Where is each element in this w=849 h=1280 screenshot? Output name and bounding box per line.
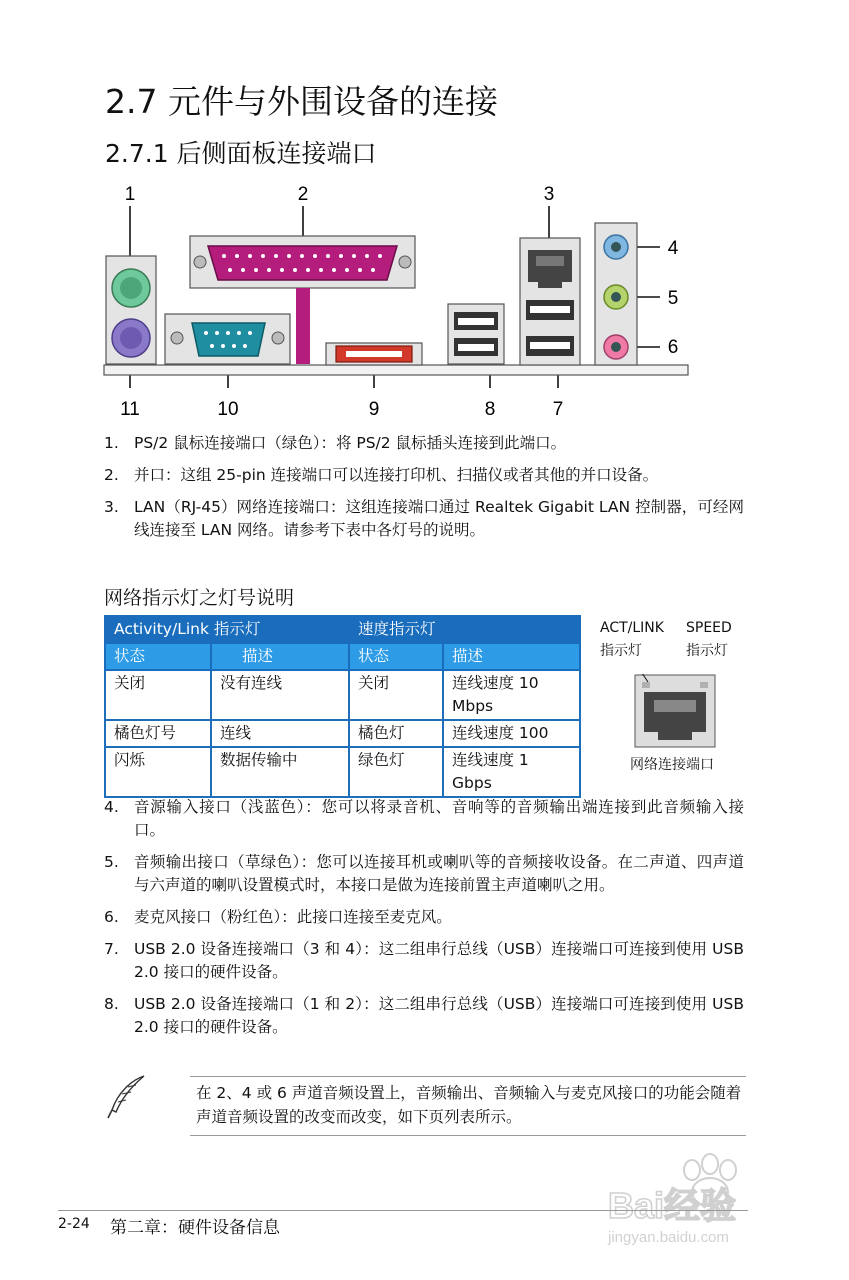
table-row: 关闭 没有连线 关闭 连线速度 10 Mbps: [105, 670, 580, 720]
list-item: 5. 音频输出接口（草绿色）：您可以连接耳机或喇叭等的音频接收设备。在二声道、四声道与六声道的喇叭设置模式时，本接口是做为连接前置主声道喇叭之用。: [104, 853, 744, 894]
chapter-title: 第二章：硬件设备信息: [110, 1218, 280, 1238]
baidu-watermark: [600, 1150, 810, 1250]
label-5: 5: [667, 288, 679, 309]
com-port: [165, 314, 290, 364]
list-item: 2. 并口：这组 25-pin 连接端口可以连接打印机、扫描仪或者其他的并口设备。: [104, 466, 659, 484]
lan-port-caption: 网络连接端口: [630, 757, 714, 773]
group-header-speed: 速度指示灯: [349, 616, 580, 643]
speed-label: SPEED: [686, 620, 732, 636]
list-item: 7. USB 2.0 设备连接端口（3 和 4）：这二组串行总线（USB）连接端口可连接到使用 USB 2.0 接口的硬件设备。: [104, 940, 744, 981]
rj45-port-icon: [634, 674, 716, 748]
usb-ports-1-2: [448, 304, 504, 364]
port-list-1: [104, 432, 744, 551]
list-item: 8. USB 2.0 设备连接端口（1 和 2）：这二组串行总线（USB）连接端口可连接到使用 USB 2.0 接口的硬件设备。: [104, 995, 744, 1036]
port-list-2: [104, 796, 744, 1048]
esata-port: [326, 343, 422, 365]
page-number: 2-24: [58, 1216, 90, 1232]
col-header: 状态: [105, 643, 211, 670]
list-item: 6. 麦克风接口（粉红色）：此接口连接至麦克风。: [104, 908, 452, 926]
col-header: 描述: [443, 643, 580, 670]
audio-jacks: [595, 223, 637, 365]
feather-pen-icon: [104, 1074, 150, 1120]
label-3: 3: [543, 184, 555, 205]
list-item: 4. 音源输入接口（浅蓝色）：您可以将录音机、音响等的音频输出端连接到此音频输入接口。: [104, 798, 744, 839]
label-2: 2: [297, 184, 309, 205]
label-11: 11: [120, 399, 140, 420]
table-row: 橘色灯号 连线 橘色灯 连线速度 100: [105, 720, 580, 747]
label-10: 10: [217, 399, 239, 420]
act-link-sub-label: 指示灯: [600, 643, 642, 659]
label-9: 9: [368, 399, 380, 420]
list-item: 3. LAN（RJ-45）网络连接端口：这组连接端口通过 Realtek Gigabit LAN 控制器，可经网线连接至 LAN 网络。请参考下表中各灯号的说明。: [104, 498, 744, 539]
table-row: 闪烁 数据传输中 绿色灯 连线速度 1 Gbps: [105, 747, 580, 797]
label-1: 1: [124, 184, 136, 205]
note-text: 在 2、4 或 6 声道音频设置上，音频输出、音频输入与麦克风接口的功能会随着声道音频设置的改变而改变，如下页列表所示。: [190, 1076, 746, 1136]
page-title: 2.7 元件与外围设备的连接: [105, 82, 498, 121]
label-6: 6: [667, 337, 679, 358]
label-4: 4: [667, 238, 679, 259]
group-header-activity: Activity/Link 指示灯: [105, 616, 349, 643]
label-7: 7: [552, 399, 564, 420]
lan-port-illustration: [596, 618, 746, 778]
speed-sub-label: 指示灯: [686, 643, 728, 659]
rear-panel-diagram: [100, 178, 700, 423]
ps2-ports: [106, 256, 156, 364]
led-section-title: 网络指示灯之灯号说明: [104, 587, 295, 609]
col-header: 状态: [349, 643, 443, 670]
svg-text:jingyan.baidu.com: jingyan.baidu.com: [608, 1229, 729, 1246]
label-8: 8: [484, 399, 496, 420]
act-link-label: ACT/LINK: [600, 620, 664, 636]
section-title: 2.7.1 后侧面板连接端口: [105, 139, 377, 168]
svg-text:Bai经验: Bai经验: [608, 1185, 737, 1226]
col-header: 描述: [211, 643, 349, 670]
paw-logo-icon: [600, 1150, 810, 1250]
list-item: 1. PS/2 鼠标连接端口（绿色）：将 PS/2 鼠标插头连接到此端口。: [104, 434, 567, 452]
led-table: [104, 615, 581, 798]
lan-usb-stack: [520, 238, 580, 365]
